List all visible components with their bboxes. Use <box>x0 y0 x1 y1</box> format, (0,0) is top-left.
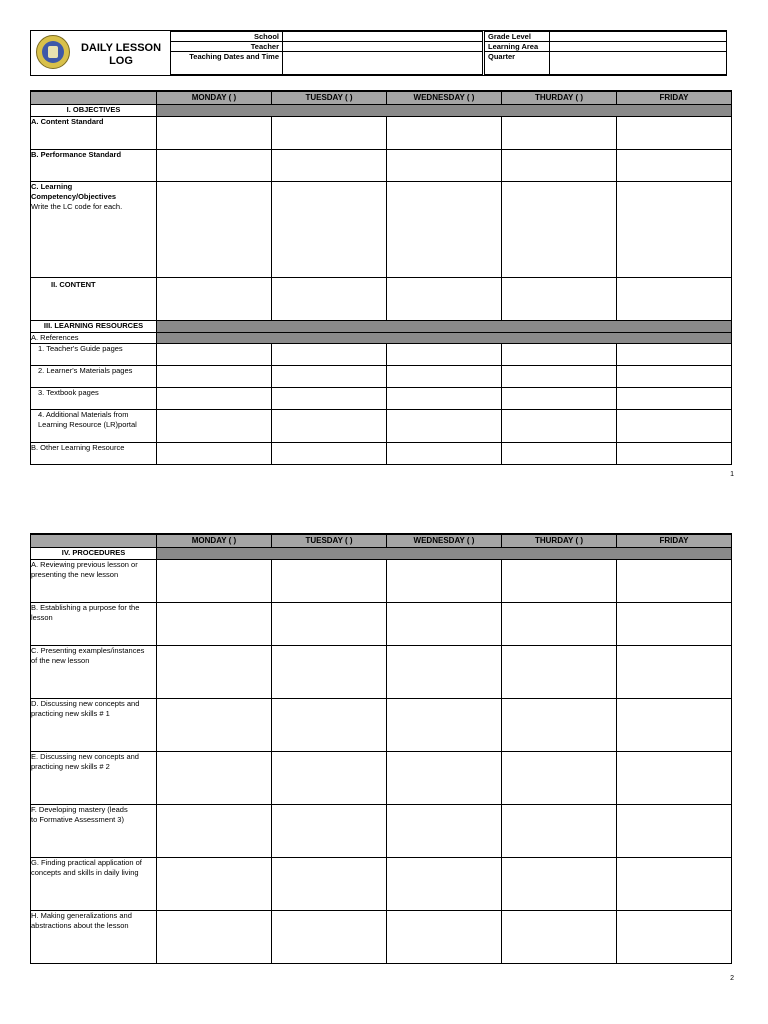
cell[interactable] <box>502 751 617 804</box>
cell[interactable] <box>502 602 617 645</box>
section-bar <box>157 332 732 343</box>
learning-competency-title: C. Learning Competency/Objectives <box>31 181 117 201</box>
page-number: 1 <box>730 471 734 478</box>
cell[interactable] <box>617 149 732 181</box>
cell[interactable] <box>157 910 272 963</box>
cell[interactable] <box>157 698 272 751</box>
day-header-tuesday: TUESDAY ( ) <box>272 91 387 104</box>
cell[interactable] <box>502 910 617 963</box>
cell[interactable] <box>157 559 272 602</box>
procedure-b-label: B. Establishing a purpose for the lesson <box>31 602 157 645</box>
learning-area-field[interactable] <box>550 42 727 52</box>
cell[interactable] <box>272 559 387 602</box>
procedure-d-label: D. Discussing new concepts and practicing new skills # 1 <box>31 698 157 751</box>
teaching-dates-field[interactable] <box>283 52 483 75</box>
cell[interactable] <box>502 442 617 464</box>
section-bar <box>157 320 732 332</box>
learning-competency-note: Write the LC code for each. <box>31 201 123 211</box>
cell[interactable] <box>387 602 502 645</box>
cell[interactable] <box>157 857 272 910</box>
cell[interactable] <box>387 804 502 857</box>
learning-resources-heading: III. LEARNING RESOURCES <box>31 320 157 332</box>
learning-area-label: Learning Area <box>485 42 550 52</box>
cell[interactable] <box>617 116 732 149</box>
cell[interactable] <box>157 804 272 857</box>
cell[interactable] <box>387 442 502 464</box>
cell[interactable] <box>387 277 502 320</box>
cell[interactable] <box>617 343 732 365</box>
cell[interactable] <box>617 387 732 409</box>
document-title <box>76 42 166 68</box>
section-bar <box>157 547 732 559</box>
additional-materials-label: 4. Additional Materials from Learning Resource (LR)portal <box>38 409 137 429</box>
cell[interactable] <box>272 277 387 320</box>
procedures-table <box>30 533 732 964</box>
cell[interactable] <box>502 645 617 698</box>
cell[interactable] <box>387 116 502 149</box>
cell[interactable] <box>617 442 732 464</box>
cell[interactable] <box>502 387 617 409</box>
title-line-1: DAILY LESSON <box>80 42 162 54</box>
day-header-thursday: THURDAY ( ) <box>502 534 617 547</box>
cell[interactable] <box>617 751 732 804</box>
cell[interactable] <box>272 804 387 857</box>
cell[interactable] <box>272 149 387 181</box>
references-label: A. References <box>31 332 157 343</box>
day-header-friday: FRIDAY <box>617 91 732 104</box>
cell[interactable] <box>157 751 272 804</box>
day-header-tuesday: TUESDAY ( ) <box>272 534 387 547</box>
cell[interactable] <box>387 559 502 602</box>
cell[interactable] <box>502 343 617 365</box>
cell[interactable] <box>157 409 272 442</box>
cell[interactable] <box>617 698 732 751</box>
cell[interactable] <box>272 409 387 442</box>
cell[interactable] <box>157 387 272 409</box>
grade-level-label: Grade Level <box>485 32 550 42</box>
cell[interactable] <box>272 365 387 387</box>
quarter-field[interactable] <box>550 52 727 75</box>
cell[interactable] <box>157 442 272 464</box>
cell[interactable] <box>502 409 617 442</box>
textbook-pages-label: 3. Textbook pages <box>38 387 99 397</box>
cell[interactable] <box>502 698 617 751</box>
day-header-thursday: THURDAY ( ) <box>502 91 617 104</box>
cell[interactable] <box>387 149 502 181</box>
cell[interactable] <box>272 181 387 277</box>
cell[interactable] <box>502 559 617 602</box>
cell[interactable] <box>387 857 502 910</box>
day-header-wednesday: WEDNESDAY ( ) <box>387 534 502 547</box>
cell[interactable] <box>272 442 387 464</box>
procedure-c-label: C. Presenting examples/instances of the new lesson <box>31 645 157 698</box>
cell[interactable] <box>272 910 387 963</box>
cell[interactable] <box>502 365 617 387</box>
header-fields-left <box>170 31 483 75</box>
cell[interactable] <box>157 365 272 387</box>
performance-standard-label: B. Performance Standard <box>31 149 157 181</box>
procedures-heading: IV. PROCEDURES <box>31 547 157 559</box>
cell[interactable] <box>272 116 387 149</box>
cell[interactable] <box>502 804 617 857</box>
day-header-monday: MONDAY ( ) <box>157 91 272 104</box>
cell[interactable] <box>272 751 387 804</box>
cell[interactable] <box>502 857 617 910</box>
cell[interactable] <box>617 559 732 602</box>
procedure-h-label: H. Making generalizations and abstractions about the lesson <box>31 910 157 963</box>
procedure-g-label: G. Finding practical application of concepts and skills in daily living <box>31 857 157 910</box>
cell[interactable] <box>387 645 502 698</box>
cell[interactable] <box>502 149 617 181</box>
teachers-guide-label: 1. Teacher's Guide pages <box>38 343 123 353</box>
corner-cell <box>31 534 157 547</box>
cell[interactable] <box>157 149 272 181</box>
cell[interactable] <box>617 181 732 277</box>
day-header-friday: FRIDAY <box>617 534 732 547</box>
objectives-heading: I. OBJECTIVES <box>31 104 157 116</box>
title-line-2: LOG <box>109 55 133 67</box>
deped-seal-logo <box>36 35 70 69</box>
day-header-wednesday: WEDNESDAY ( ) <box>387 91 502 104</box>
cell[interactable] <box>387 365 502 387</box>
cell[interactable] <box>387 343 502 365</box>
cell[interactable] <box>157 116 272 149</box>
cell[interactable] <box>502 277 617 320</box>
section-bar <box>157 104 732 116</box>
cell[interactable] <box>272 857 387 910</box>
other-learning-resource-label: B. Other Learning Resource <box>31 442 157 464</box>
cell[interactable] <box>272 645 387 698</box>
cell[interactable] <box>387 910 502 963</box>
school-field[interactable] <box>283 32 483 42</box>
corner-cell <box>31 91 157 104</box>
cell[interactable] <box>617 857 732 910</box>
day-header-monday: MONDAY ( ) <box>157 534 272 547</box>
page-number: 2 <box>730 975 734 982</box>
cell[interactable] <box>617 365 732 387</box>
header-fields-right <box>484 31 727 75</box>
procedure-e-label: E. Discussing new concepts and practicing new skills # 2 <box>31 751 157 804</box>
cell[interactable] <box>272 602 387 645</box>
teacher-label: Teacher <box>171 42 283 52</box>
cell[interactable] <box>272 698 387 751</box>
cell[interactable] <box>617 277 732 320</box>
school-label: School <box>171 32 283 42</box>
cell[interactable] <box>387 387 502 409</box>
learning-competency-label <box>31 181 157 277</box>
teacher-field[interactable] <box>283 42 483 52</box>
cell[interactable] <box>157 343 272 365</box>
cell[interactable] <box>157 277 272 320</box>
cell[interactable] <box>502 116 617 149</box>
content-standard-label: A. Content Standard <box>31 116 157 149</box>
cell[interactable] <box>617 910 732 963</box>
cell[interactable] <box>617 602 732 645</box>
procedure-f-label: F. Developing mastery (leads to Formative Assessment 3) <box>31 804 157 857</box>
cell[interactable] <box>617 804 732 857</box>
cell[interactable] <box>617 645 732 698</box>
cell[interactable] <box>157 181 272 277</box>
cell[interactable] <box>617 409 732 442</box>
cell[interactable] <box>387 409 502 442</box>
grade-level-field[interactable] <box>550 32 727 42</box>
quarter-label: Quarter <box>485 52 550 75</box>
teaching-dates-label: Teaching Dates and Time <box>171 52 283 75</box>
cell[interactable] <box>387 181 502 277</box>
cell[interactable] <box>157 645 272 698</box>
cell[interactable] <box>157 602 272 645</box>
objectives-table <box>30 90 732 465</box>
cell[interactable] <box>272 343 387 365</box>
content-heading: II. CONTENT <box>31 277 157 320</box>
learners-materials-label: 2. Learner's Materials pages <box>38 365 133 375</box>
cell[interactable] <box>502 181 617 277</box>
procedure-a-label: A. Reviewing previous lesson or presenting the new lesson <box>31 559 157 602</box>
cell[interactable] <box>387 698 502 751</box>
cell[interactable] <box>387 751 502 804</box>
cell[interactable] <box>272 387 387 409</box>
